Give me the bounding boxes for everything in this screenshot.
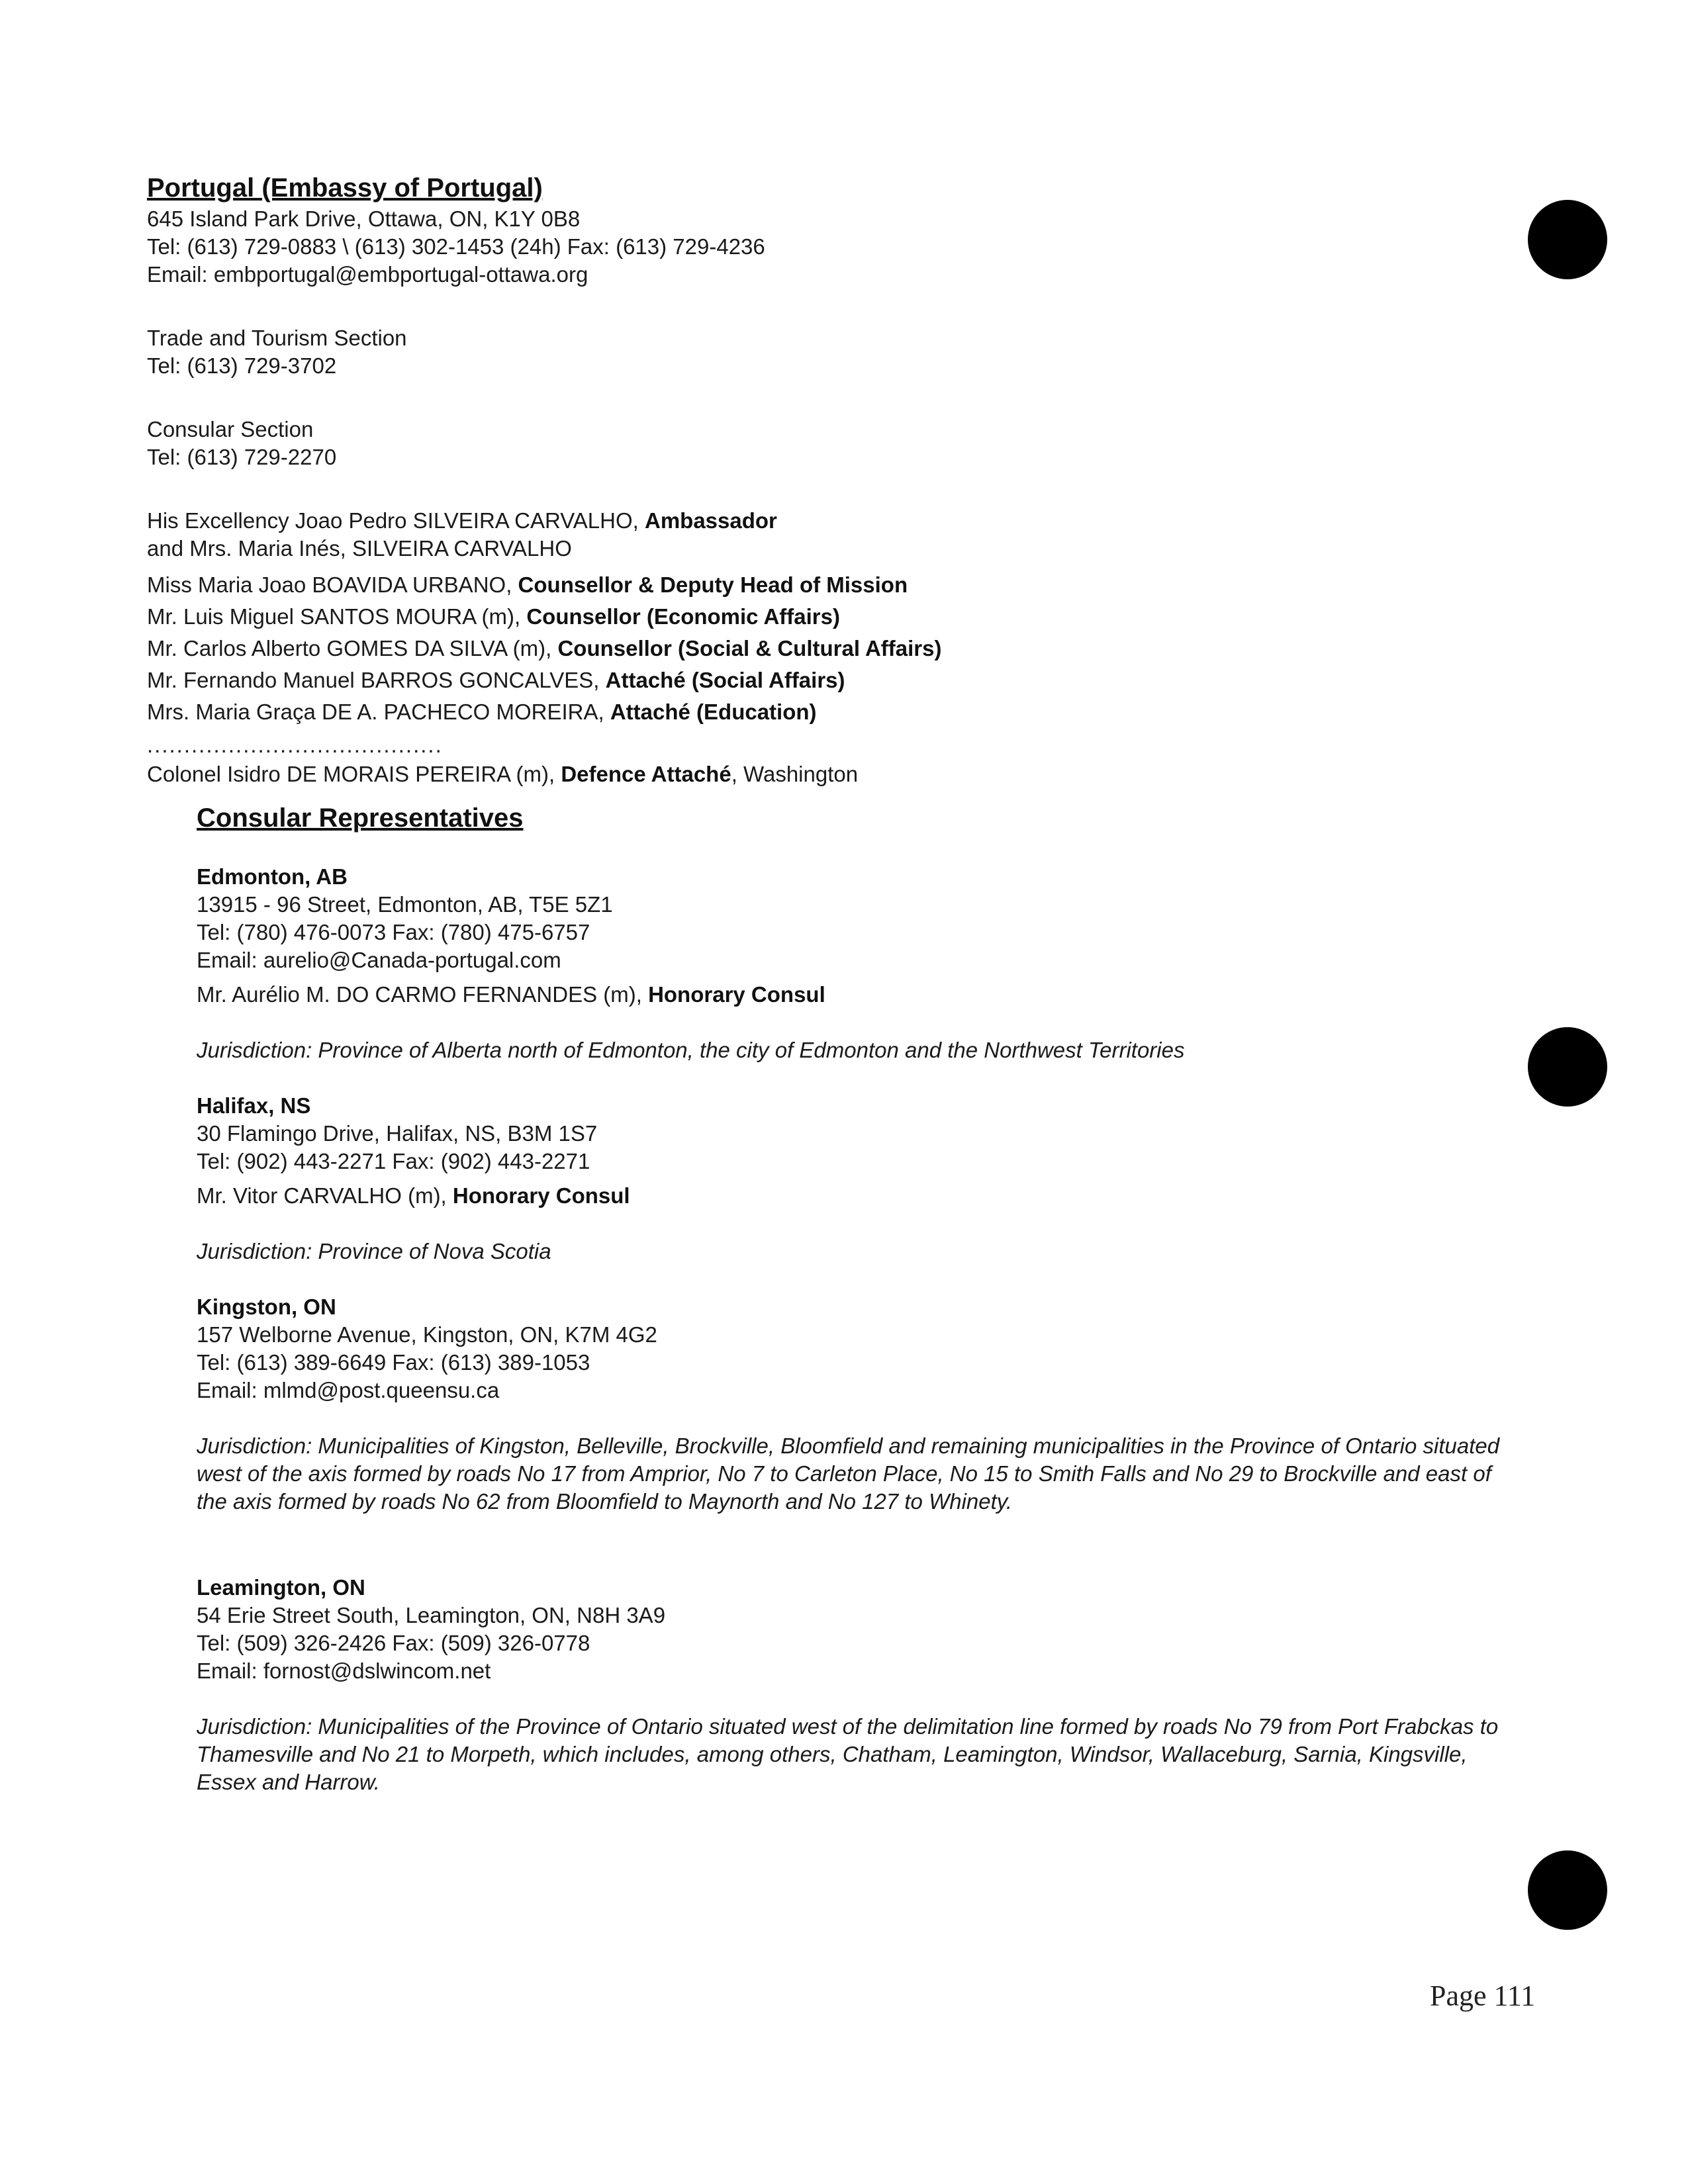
staff-entry [147,569,1524,601]
staff-title: Attaché (Education) [610,700,817,724]
consul-role: Honorary Consul [452,1183,630,1208]
consulate-tel: Tel: (902) 443-2271 Fax: (902) 443-2271 [197,1149,590,1173]
embassy-tel: Tel: (613) 729-0883 \ (613) 302-1453 (24h) Fax: (613) 729-4236 [147,234,765,259]
directory-entry [147,171,1524,1796]
section-name: Consular Section [147,417,314,441]
staff-entry [147,507,1524,535]
consul-entry [197,981,1524,1009]
consulate-jurisdiction: Jurisdiction: Province of Alberta north of Edmonton, the city of Edmonton and the Northwest Territories [197,1038,1185,1062]
staff-title: Counsellor & Deputy Head of Mission [518,572,908,597]
staff-location: , Washington [731,762,859,786]
staff-title: Defence Attaché [561,762,731,786]
consulate-city: Kingston, ON [197,1295,336,1319]
consular-representatives [197,790,1524,1796]
staff-name: Colonel Isidro DE MORAIS PEREIRA (m), [147,762,561,786]
defence-attache-entry [147,758,1524,790]
punch-hole-top [1528,200,1607,279]
section-tel: Tel: (613) 729-2270 [147,445,337,469]
consulate-address: 157 Welborne Avenue, Kingston, ON, K7M 4G2 [197,1322,657,1347]
staff-name: Miss Maria Joao BOAVIDA URBANO, [147,572,518,597]
consulate-address: 54 Erie Street South, Leamington, ON, N8H 3A9 [197,1603,666,1627]
staff-title: Counsellor (Social & Cultural Affairs) [557,636,942,660]
consular-heading: Consular Representatives [197,803,524,833]
page-number: Page 111 [1430,1979,1536,2012]
staff-title: Counsellor (Economic Affairs) [526,604,840,629]
staff-entry [147,696,1524,728]
consulate-address: 30 Flamingo Drive, Halifax, NS, B3M 1S7 [197,1121,598,1146]
consulate-tel: Tel: (509) 326-2426 Fax: (509) 326-0778 [197,1631,590,1655]
consul-name: Mr. Vitor CARVALHO (m), [197,1183,453,1208]
staff-name: His Excellency Joao Pedro SILVEIRA CARVALHO, [147,508,645,533]
punch-hole-bottom [1528,1850,1607,1930]
section-name: Trade and Tourism Section [147,326,407,350]
consulate-email: Email: aurelio@Canada-portugal.com [197,948,561,972]
embassy-email: Email: embportugal@embportugal-ottawa.org [147,262,588,287]
staff-name: Mrs. Maria Graça DE A. PACHECO MOREIRA, [147,700,610,724]
consulate-tel: Tel: (613) 389-6649 Fax: (613) 389-1053 [197,1350,590,1375]
consulate-city: Halifax, NS [197,1093,311,1118]
punch-hole-middle [1528,1027,1607,1107]
consulate-email: Email: fornost@dslwincom.net [197,1659,491,1683]
staff-name: Mr. Fernando Manuel BARROS GONCALVES, [147,668,606,692]
consulate-email: Email: mlmd@post.queensu.ca [197,1378,500,1402]
consulate-city: Edmonton, AB [197,864,348,889]
consul-name: Mr. Aurélio M. DO CARMO FERNANDES (m), [197,982,649,1007]
consulate-tel: Tel: (780) 476-0073 Fax: (780) 475-6757 [197,920,590,944]
staff-entry [147,601,1524,633]
staff-title: Ambassador [645,508,777,533]
staff-entry [147,664,1524,696]
staff-entry [147,633,1524,664]
staff-entry [147,535,1524,563]
staff-title: Attaché (Social Affairs) [605,668,845,692]
consulate-jurisdiction: Jurisdiction: Municipalities of Kingston, Belleville, Brockville, Bloomfield and remaining municipalities in the Province of Ontario situated west of the axis formed by roads No 17 from Amprior, No 7 to Carleton Place, No 15 to Smith Falls and No 29 to Brockville and east of the axis formed by roads No 62 from Bloomfield to Maynorth and No 127 to Whinety. [197,1433,1500,1514]
staff-name: and Mrs. Maria Inés, SILVEIRA CARVALHO [147,536,572,561]
consulate-jurisdiction: Jurisdiction: Municipalities of the Province of Ontario situated west of the delimitation line formed by roads No 79 from Port Frabckas to Thamesville and No 21 to Morpeth, which includes, among others, Chatham, Leamington, Windsor, Wallaceburg, Sarnia, Kingsville, Essex and Harrow. [197,1714,1499,1794]
consulate-jurisdiction: Jurisdiction: Province of Nova Scotia [197,1239,551,1263]
consulate-city: Leamington, ON [197,1575,365,1600]
consul-role: Honorary Consul [648,982,825,1007]
staff-name: Mr. Luis Miguel SANTOS MOURA (m), [147,604,527,629]
embassy-address: 645 Island Park Drive, Ottawa, ON, K1Y 0B8 [147,206,581,231]
consul-entry [197,1182,1524,1210]
section-tel: Tel: (613) 729-3702 [147,353,337,378]
separator-dots: ........................................ [147,733,443,757]
staff-name: Mr. Carlos Alberto GOMES DA SILVA (m), [147,636,558,660]
embassy-title: Portugal (Embassy of Portugal) [147,173,543,203]
consulate-address: 13915 - 96 Street, Edmonton, AB, T5E 5Z1 [197,892,613,917]
